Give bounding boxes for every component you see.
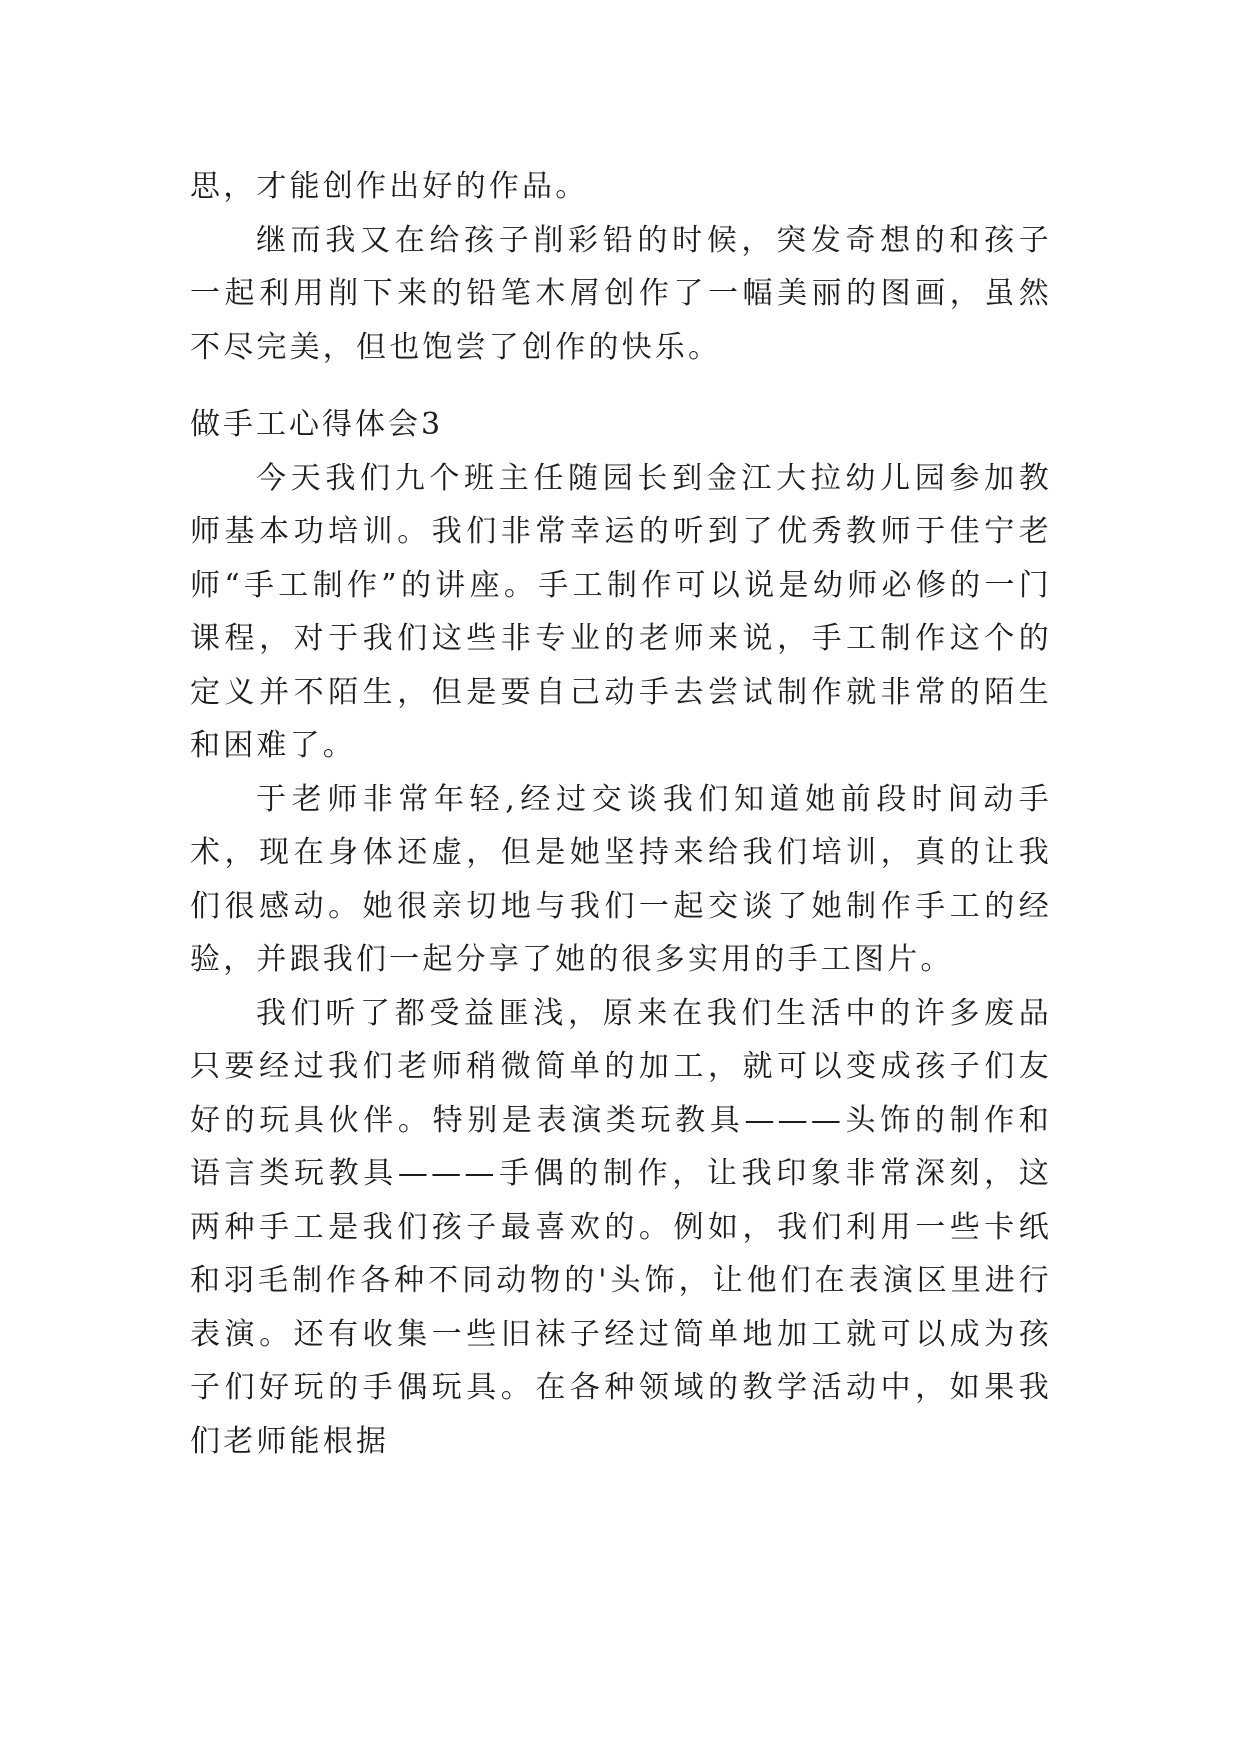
paragraph-training: 今天我们九个班主任随园长到金江大拉幼儿园参加教师基本功培训。我们非常幸运的听到了优秀教师于佳宁老师“手工制作”的讲座。手工制作可以说是幼师必修的一门课程，对于我们这些非专业的老师来说，手工制作这个的定义并不陌生，但是要自己动手去尝试制作就非常的陌生和困难了。 — [190, 460, 1052, 763]
paragraph-continuation: 思，才能创作出好的作品。 — [190, 169, 589, 204]
paragraph-teacher-yu: 于老师非常年轻,经过交谈我们知道她前段时间动手术，现在身体还虚，但是她坚持来给我们培训，真的让我们很感动。她很亲切地与我们一起交谈了她制作手工的经验，并跟我们一起分享了她的很多实用的手工图片。 — [190, 781, 1052, 977]
section-heading: 做手工心得体会3 — [190, 407, 444, 442]
document-body — [190, 160, 1052, 1468]
paragraph-pencil-shavings: 继而我又在给孩子削彩铅的时候，突发奇想的和孩子一起利用削下来的铅笔木屑创作了一幅美丽的图画，虽然不尽完美，但也饱尝了创作的快乐。 — [190, 222, 1052, 365]
paragraph-benefits: 我们听了都受益匪浅，原来在我们生活中的许多废品只要经过我们老师稍微简单的加工，就可以变成孩子们友好的玩具伙伴。特别是表演类玩教具———头饰的制作和语言类玩教具———手偶的制作，让我印象非常深刻，这两种手工是我们孩子最喜欢的。例如，我们利用一些卡纸和羽毛制作各种不同动物的'头饰，让他们在表演区里进行表演。还有收集一些旧袜子经过简单地加工就可以成为孩子们好玩的手偶玩具。在各种领域的教学活动中，如果我们老师能根据 — [190, 995, 1052, 1459]
